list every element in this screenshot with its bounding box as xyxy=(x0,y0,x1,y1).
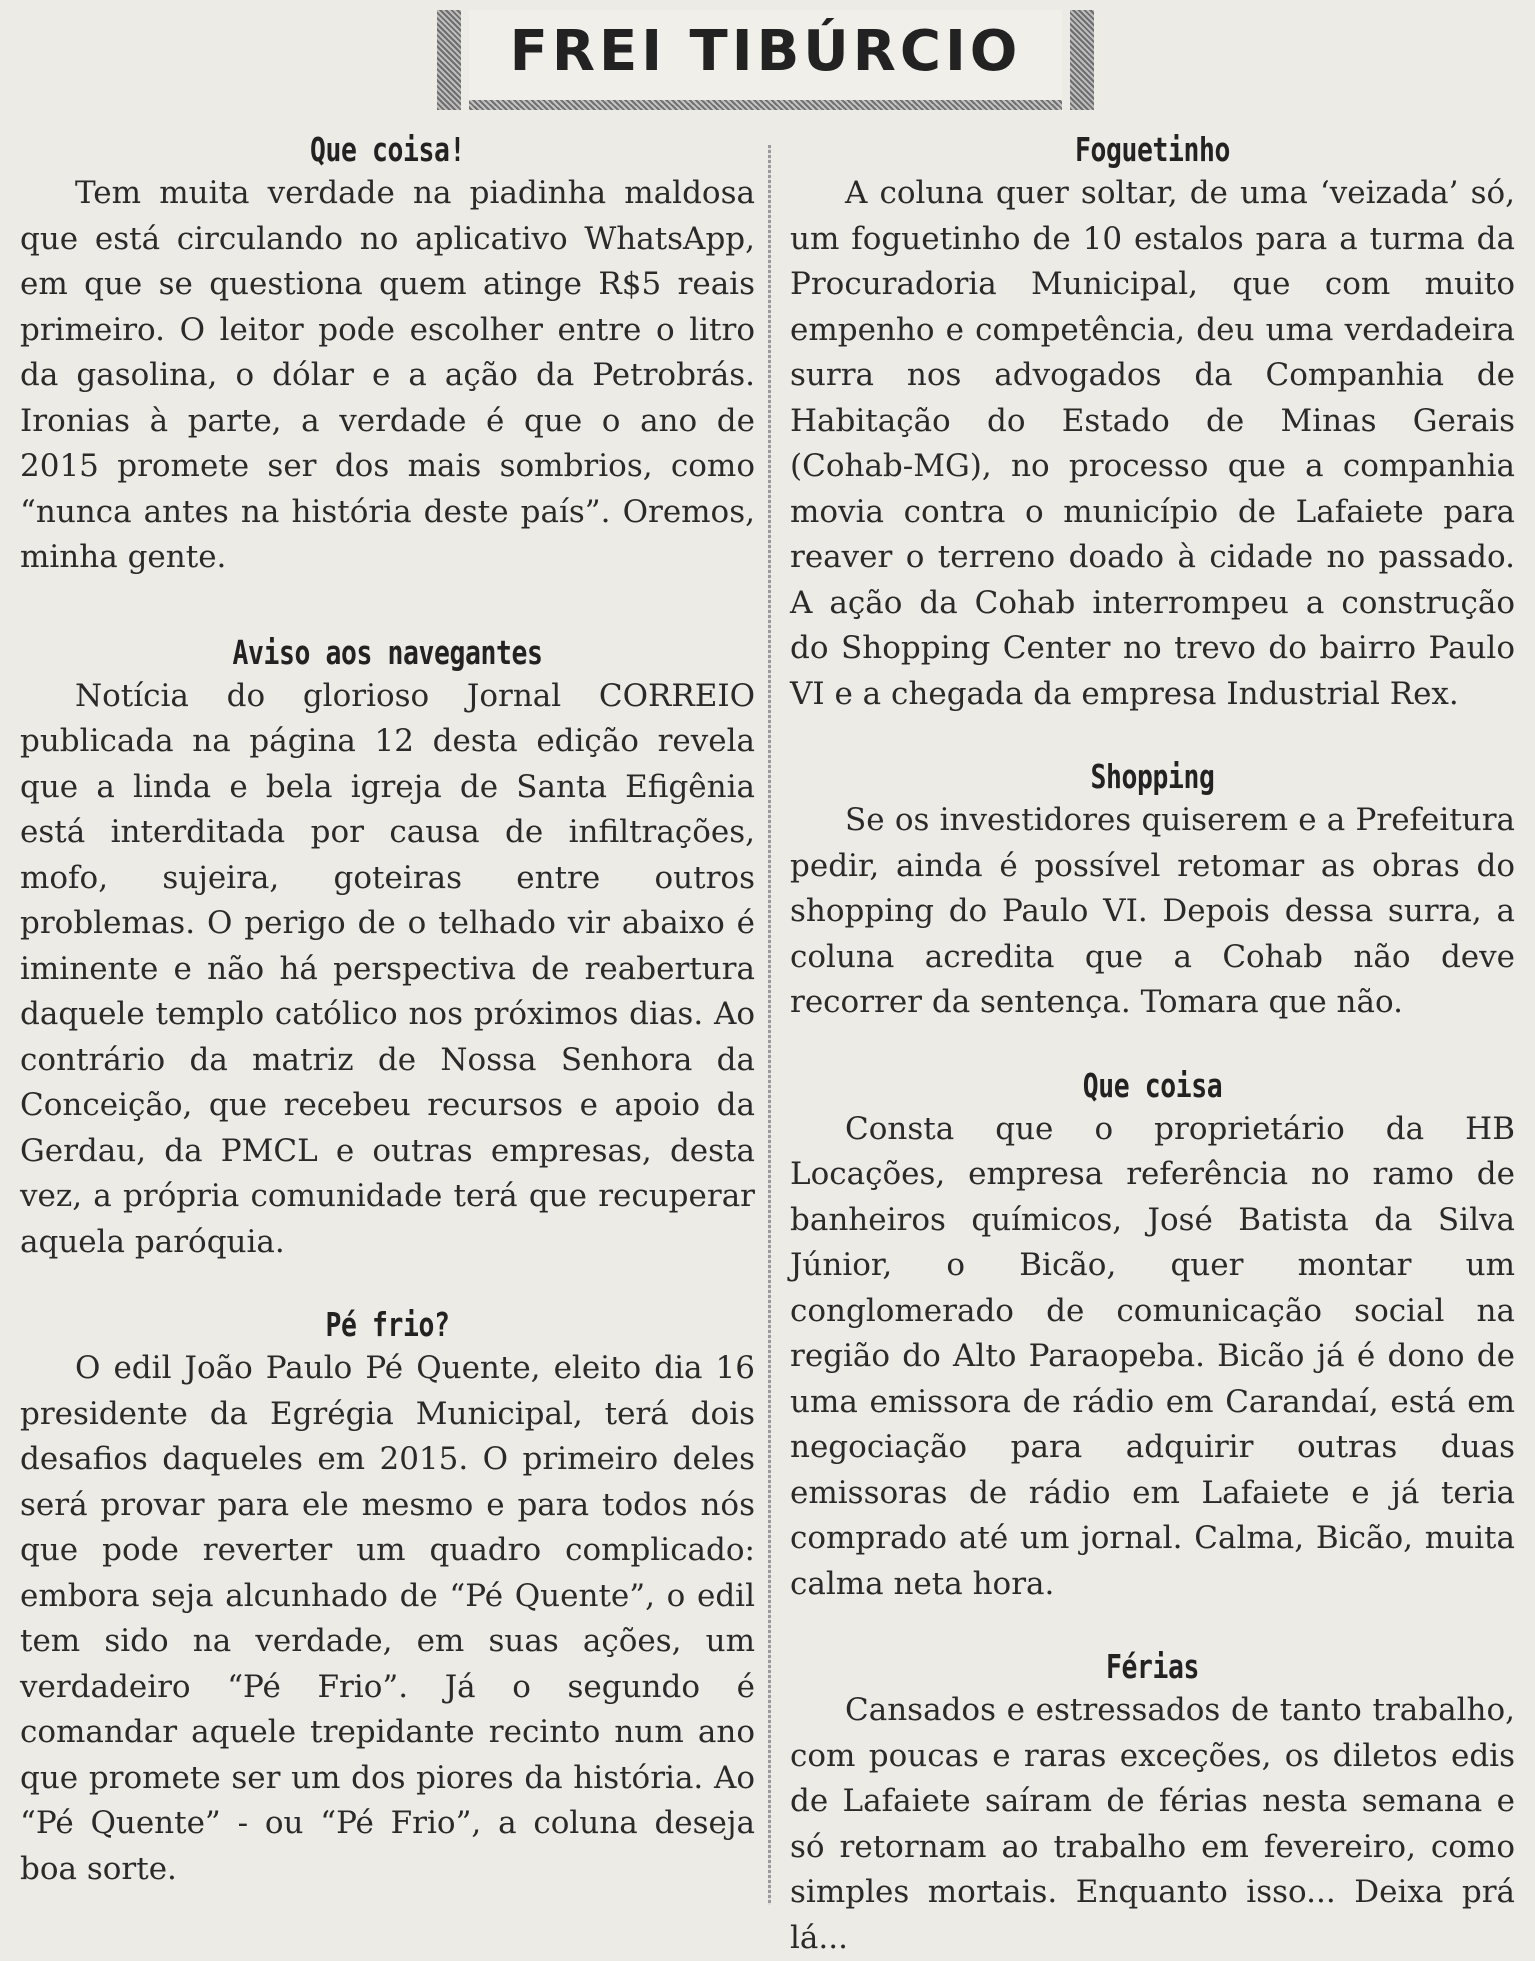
section-shopping xyxy=(790,757,1515,1026)
section-body: Notícia do glorioso Jornal CORREIO publicada na página 12 desta edição revela que a linda e bela igreja de Santa Efigênia está interditada por causa de infiltrações, mofo, sujeira, goteiras entre outros problemas. O perigo de o telhado vir abaixo é iminente e não há perspectiva de reabertura daquele templo católico nos próximos dias. Ao contrário da matriz de Nossa Senhora da Conceição, que recebeu recursos e apoio da Gerdau, da PMCL e outras empresas, desta vez, a própria comunidade terá que recuperar aquela paróquia. xyxy=(20,677,755,1260)
masthead-left-bar xyxy=(437,10,461,110)
section-body: Tem muita verdade na piadinha maldosa que está circulando no aplicativo WhatsApp, em que se questiona quem atinge R$5 reais primeiro. O leitor pode escolher entre o litro da gasolina, o dólar e a ação da Petrobrás. Ironias à parte, a verdade é que o ano de 2015 promete ser dos mais sombrios, como “nunca antes na história deste país”. Oremos, minha gente. xyxy=(20,175,755,575)
column-masthead xyxy=(437,10,1094,110)
section-pe-frio xyxy=(20,1305,755,1892)
column-title: FREI TIBÚRCIO xyxy=(509,18,1022,84)
section-heading: Foguetinho xyxy=(1075,130,1230,169)
section-body: Consta que o proprietário da HB Locações, empresa referência no ramo de banheiros químicos, José Batista da Silva Júnior, o Bicão, quer montar um conglomerado de comunicação social na região do Alto Paraopeba. Bicão já é dono de uma emissora de rádio em Carandaí, está em negociação para adquirir outras duas emissoras de rádio em Lafaiete e já teria comprado até um jornal. Calma, Bicão, muita calma neta hora. xyxy=(790,1110,1515,1602)
section-body: A coluna quer soltar, de uma ‘veizada’ só, um foguetinho de 10 estalos para a turma da Procuradoria Municipal, que com muito empenho e competência, deu uma verdadeira surra nos advogados da Companhia de Habitação do Estado de Minas Gerais (Cohab-MG), no processo que a companhia movia contra o município de Lafaiete para reaver o terreno doado à cidade no passado. A ação da Cohab interrompeu a construção do Shopping Center no trevo do bairro Paulo VI e a chegada da empresa Industrial Rex. xyxy=(790,175,1515,712)
section-heading: Que coisa xyxy=(1082,1065,1223,1105)
column-divider xyxy=(768,145,771,1905)
section-body: Cansados e estressados de tanto trabalho, com poucas e raras exceções, os diletos edis de Lafaiete saíram de férias nesta semana e só retornam ao trabalho em fevereiro, como simples mortais. Enquanto isso... Deixa prá lá... xyxy=(790,1692,1515,1956)
section-aviso-aos-navegantes xyxy=(20,633,755,1266)
section-body: Se os investidores quiserem e a Prefeitura pedir, ainda é possível retomar as obras do shopping do Paulo VI. Depois dessa surra, a coluna acredita que a Cohab não deve recorrer da sentença. Tomara que não. xyxy=(790,802,1515,1020)
section-heading: Que coisa! xyxy=(310,130,465,169)
left-column xyxy=(20,130,755,1892)
masthead-right-bar xyxy=(1070,10,1094,110)
right-column xyxy=(790,130,1515,1961)
section-body: O edil João Paulo Pé Quente, eleito dia 16 presidente da Egrégia Municipal, terá dois desafios daqueles em 2015. O primeiro deles será provar para ele mesmo e para todos nós que pode reverter um quadro complicado: embora seja alcunhado de “Pé Quente”, o edil tem sido na verdade, em suas ações, um verdadeiro “Pé Frio”. Já o segundo é comandar aquele trepidante recinto num ano que promete ser um dos piores da história. Ao “Pé Quente” - ou “Pé Frio”, a coluna deseja boa sorte. xyxy=(20,1350,755,1887)
section-que-coisa xyxy=(790,1066,1515,1608)
section-que-coisa-exclamation xyxy=(20,130,755,581)
section-foguetinho xyxy=(790,130,1515,717)
masthead-box xyxy=(469,10,1062,110)
section-heading: Aviso aos navegantes xyxy=(232,632,543,672)
section-heading: Shopping xyxy=(1090,757,1215,796)
section-heading: Férias xyxy=(1106,1647,1199,1686)
section-ferias xyxy=(790,1647,1515,1961)
section-heading: Pé frio? xyxy=(325,1305,450,1344)
